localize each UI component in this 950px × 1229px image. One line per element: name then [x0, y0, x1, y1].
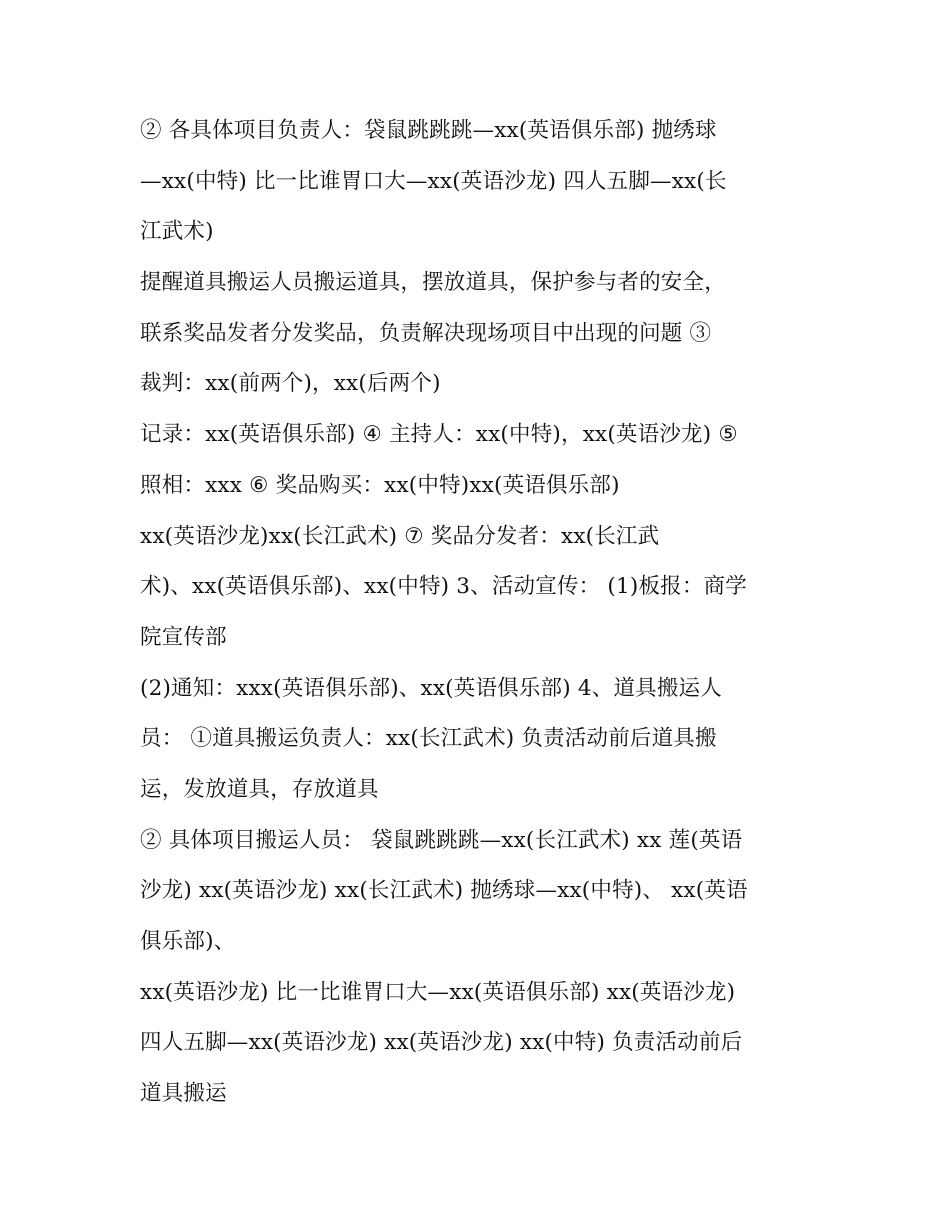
text-line: 提醒道具搬运人员搬运道具，摆放道具，保护参与者的安全， — [140, 270, 726, 296]
text-line: (2)通知：xxx(英语俱乐部)、xx(英语俱乐部) 4、道具搬运人 — [140, 675, 722, 701]
text-line: xx(英语沙龙)xx(长江武术) ⑦ 奖品分发者：xx(长江武 — [140, 523, 660, 549]
text-line: 联系奖品发者分发奖品，负责解决现场项目中出现的问题 ③ — [140, 320, 712, 346]
text-line: 运，发放道具，存放道具 — [140, 776, 379, 802]
text-line: 四人五脚—xx(英语沙龙) xx(英语沙龙) xx(中特) 负责活动前后 — [140, 1030, 743, 1056]
text-line: 江武术) — [140, 219, 214, 245]
text-line: 术)、xx(英语俱乐部)、xx(中特) 3、活动宣传： (1)板报：商学 — [140, 574, 747, 600]
text-line: —xx(中特) 比一比谁胃口大—xx(英语沙龙) 四人五脚—xx(长 — [140, 168, 727, 194]
text-line: 员： ①道具搬运负责人：xx(长江武术) 负责活动前后道具搬 — [140, 726, 717, 752]
text-line: 俱乐部)、 — [140, 929, 236, 954]
text-line: ② 具体项目搬运人员： 袋鼠跳跳跳—xx(长江武术) xx 莲(英语 — [140, 827, 743, 853]
text-line: 院宣传部 — [140, 624, 227, 650]
document-body — [140, 106, 820, 1120]
text-line: xx(英语沙龙) 比一比谁胃口大—xx(英语俱乐部) xx(英语沙龙) — [140, 979, 736, 1005]
text-line: 照相：xxx ⑥ 奖品购买：xx(中特)xx(英语俱乐部) — [140, 472, 620, 498]
text-line: 记录：xx(英语俱乐部) ④ 主持人：xx(中特)，xx(英语沙龙) ⑤ — [140, 422, 738, 448]
text-line: ② 各具体项目负责人：袋鼠跳跳跳—xx(英语俱乐部) 抛绣球 — [140, 118, 717, 143]
text-line: 裁判：xx(前两个)，xx(后两个) — [140, 371, 441, 397]
text-line: 沙龙) xx(英语沙龙) xx(长江武术) 抛绣球—xx(中特)、 xx(英语 — [140, 878, 748, 904]
text-line: 道具搬运 — [140, 1081, 227, 1107]
